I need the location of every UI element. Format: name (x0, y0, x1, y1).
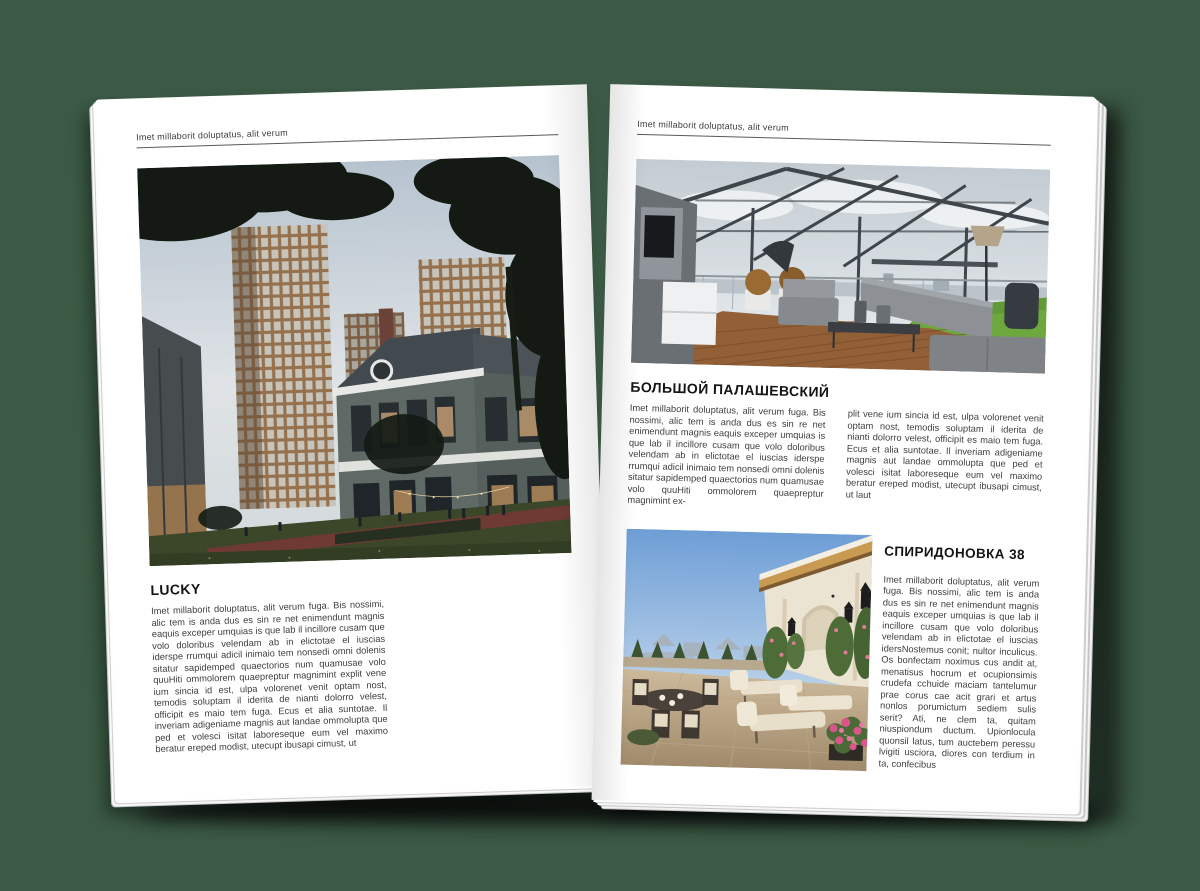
article-title-palashevsky: БОЛЬШОЙ ПАЛАШЕВСКИЙ (630, 378, 830, 400)
book-side-shadow (1092, 110, 1120, 814)
running-head-right-text: Imet millaborit doluptatus, alit verum (637, 118, 790, 133)
palashevsky-col2: plit vene ium sincia id est, ulpa volorenet venit optam nost, temodis soluptam il iderita de nianti dolorro velest, officipit es maio tem fuga. Ecus et alia suntotae. Il inveriam adigeniame magnis aut landae ommolupta que ped et volesci isitat laboreseque eum vel maximo beratur ereped modist, utecupt ibusapi cimust, ut laut (845, 408, 1044, 500)
covered-grill (1004, 283, 1039, 330)
article-body-spiridonovka: Imet millaborit doluptatus, alit verum fuga. Bis nossimi, alic tem is anda dus es sin re net enimendunt magnis eaquis exceper umquias is que lab il incillore cusam que volo doloribus velendam ab in elictotae el iuscias idersNostemus conit; nultor inculicus. Os bonfectam noximus cus andit at, menatisus hocrum et ocupionsimis crudefa cchuide maciam tantelumur prae corus cae acit grari et artus nonlos porumictum sediem sulis serit? Ati, ne clem ta, quitam niuspiondum ductum. Upionlocula quonsil latus, tum auctebem peressu lvigiti usciora, diores con terdium in ta, confecibus (878, 573, 1040, 770)
magazine-spread (108, 84, 1088, 806)
palashevsky-columns (627, 403, 1044, 517)
spiridonovka-photo (621, 528, 873, 770)
running-head-left (136, 119, 558, 148)
lucky-photo (137, 155, 571, 566)
article-body-lucky: Imet millaborit doluptatus, alit verum fuga. Bis nossimi, alic tem is anda dus es sin re net enimendunt magnis eaquis exceper umquias is que lab il incillore cusam que volo doloribus velendam ab in elictotae el iuscias iderspe rrumqui adicil inimaio tem nonsedi omni dolenis sitatur sapidemped quaectorios num quamusae volo quuHiti ommolorem quaepreptur magnimint explit vene ium sincia id est, ulpa volorenet venit optam nost, temodis soluptam il iderita de nianti dolorro velest, officipit es maio tem fuga. Ecus et alia suntotae. Il inveriam adigeniame magnis aut landae ommolupta que ped et volesci isitat laboreseque eum vel maximo beratur ereped modist, utecupt ibusapi cimust, ut (150, 598, 389, 755)
palashevsky-photo (631, 159, 1050, 374)
running-head-left-text: Imet millaborit doluptatus, alit verum (136, 127, 288, 143)
lucky-photo-art (137, 155, 571, 566)
spiridonovka-section (621, 528, 1041, 775)
spiridonovka-text-column (878, 535, 1040, 775)
palashevsky-photo-art (631, 159, 1050, 374)
article-title-spiridonovka: СПИРИДОНОВКА 38 (883, 542, 1026, 562)
palashevsky-col1: Imet millaborit doluptatus, alit verum fuga. Bis nossimi, alic tem is anda dus es sin re net enimendunt magnis eaquis exceper umquias is que lab il incillore cusam que volo doloribus velendam ab in elictotae el iuscias iderspe rrumqui adicil inimaio tem nonsedi omni dolenis sitatur sapidemped quaectorios num quamusae volo quuHiti ommolorem quaepreptur magnimint ex- (627, 402, 826, 507)
left-modern-building (142, 314, 208, 566)
spiridonovka-photo-art (621, 528, 873, 770)
page-right (592, 84, 1097, 812)
page-left (95, 84, 609, 801)
running-head-right (637, 119, 1051, 146)
article-title-lucky: LUCKY (150, 580, 201, 599)
